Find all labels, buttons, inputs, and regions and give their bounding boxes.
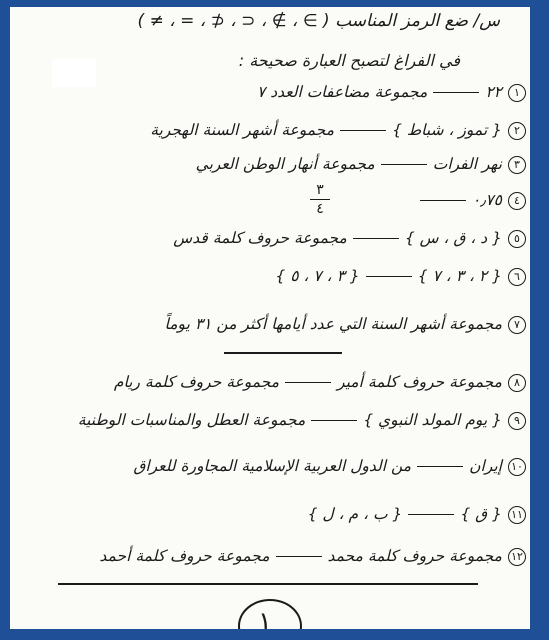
item-number: ٥ [508, 230, 526, 248]
item-right-text: مجموعة حروف كلمة أمير [337, 373, 502, 391]
answer-blank [381, 164, 427, 165]
paper-patch [52, 59, 96, 87]
item-right-text: { ٢ ، ٣ ، ٧ } [417, 267, 502, 285]
answer-blank [340, 130, 386, 131]
list-item [196, 155, 526, 174]
item-number: ٨ [508, 374, 526, 392]
list-item [275, 267, 526, 286]
fraction-denominator: ٤ [316, 201, 324, 217]
answer-blank [408, 514, 454, 515]
item-left-text: مجموعة مضاعفات العدد ٧ [256, 83, 428, 101]
item-left-text: من الدول العربية الإسلامية المجاورة للعراق [133, 457, 412, 475]
answer-blank [417, 466, 463, 467]
item-right-text: مجموعة أشهر السنة التي عدد أيامها أكثر من ٣١ يوماً [164, 315, 502, 333]
list-item [114, 373, 526, 392]
page-number: ١ [258, 607, 272, 629]
item-number: ١ [508, 84, 526, 102]
question-heading: س/ ضع الرمز المناسب ( ∋ ، ∌ ، ⊂ ، ⊄ ، = ، ≠ ) [137, 11, 500, 31]
item-right-text: إيران [469, 457, 502, 475]
list-item [133, 457, 526, 476]
item-left-text: مجموعة حروف كلمة قدس [173, 229, 347, 247]
fraction-three-quarters [310, 183, 330, 216]
list-item [414, 191, 526, 210]
answer-blank [285, 382, 331, 383]
item-number: ٢ [508, 122, 526, 140]
item-left-text: مجموعة حروف كلمة أحمد [99, 547, 270, 565]
question-instructions: في الفراغ لتصبح العبارة صحيحة : [238, 51, 460, 70]
list-item [173, 229, 526, 248]
list-item [150, 121, 526, 140]
answer-blank [353, 238, 399, 239]
item-left-text: مجموعة أشهر السنة الهجرية [150, 121, 335, 139]
item-left-text: مجموعة أنهار الوطن العربي [195, 155, 375, 173]
item-right-text: { د ، ق ، س } [404, 229, 502, 247]
item-right-text: { تموز ، شباط } [392, 121, 502, 139]
item-right-text: { ق } [460, 505, 502, 523]
item-number: ٦ [508, 268, 526, 286]
item-number: ١٢ [508, 548, 526, 566]
item-number: ٤ [508, 192, 526, 210]
list-item [257, 83, 526, 102]
answer-blank [420, 200, 466, 201]
fraction-numerator: ٣ [316, 182, 324, 198]
list-item [165, 315, 526, 334]
answer-blank [276, 556, 322, 557]
answer-blank [433, 92, 479, 93]
item-right-text: { يوم المولد النبوي } [363, 411, 502, 429]
bottom-rule [58, 583, 478, 585]
item-number: ١١ [508, 506, 526, 524]
item-number: ٩ [508, 412, 526, 430]
item-left-text: { ب ، م ، ل } [307, 505, 403, 523]
worksheet-page [10, 7, 530, 629]
item-right-text: نهر الفرات [432, 155, 502, 173]
answer-blank [311, 420, 357, 421]
item-left-text: مجموعة العطل والمناسبات الوطنية [77, 411, 306, 429]
fraction-bar [310, 199, 330, 200]
item-number: ٧ [508, 316, 526, 334]
item-left-text: { ٣ ، ٧ ، ٥ } [275, 267, 360, 285]
answer-blank [366, 276, 412, 277]
item-right-text: مجموعة حروف كلمة محمد [327, 547, 502, 565]
list-item [308, 505, 526, 524]
list-item [99, 547, 526, 566]
item-right-text: ٢٢ [485, 83, 502, 101]
item-number: ١٠ [508, 458, 526, 476]
list-item [78, 411, 526, 430]
separator-line [224, 352, 342, 354]
item-right-text: ٠٫٧٥ [471, 191, 502, 209]
item-left-text: مجموعة حروف كلمة ريام [113, 373, 280, 391]
item-number: ٣ [508, 156, 526, 174]
